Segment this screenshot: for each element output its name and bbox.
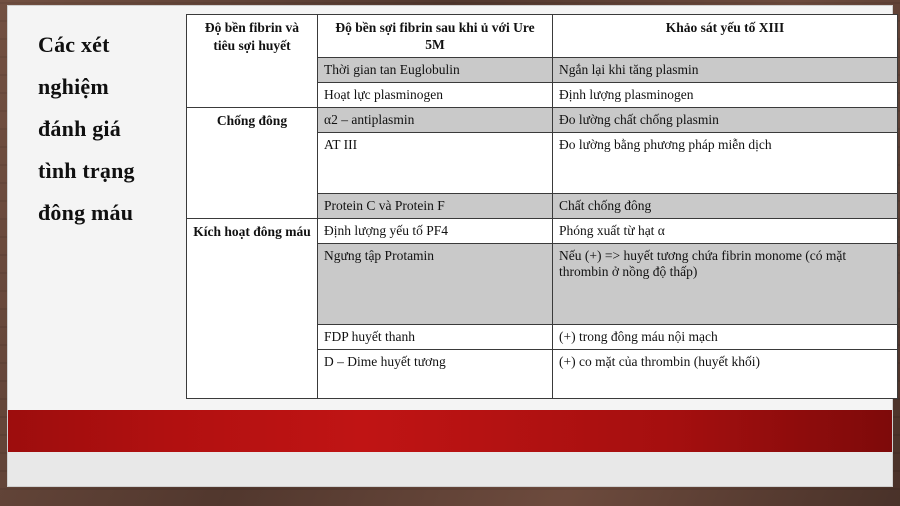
- table-header-row: [187, 15, 898, 58]
- column-header-fibrin-urea: Độ bền sợi fibrin sau khi ủ với Ure 5M: [318, 15, 553, 58]
- cell-test-name: Hoạt lực plasminogen: [318, 83, 553, 108]
- cell-test-name: Ngưng tập Protamin: [318, 244, 553, 325]
- cell-test-meaning: Ngắn lại khi tăng plasmin: [553, 58, 898, 83]
- cell-test-meaning: Định lượng plasminogen: [553, 83, 898, 108]
- slide-content-area: [8, 6, 892, 410]
- cell-test-name: D – Dime huyết tương: [318, 350, 553, 399]
- group-label-coagulation-activation: Kích hoạt đông máu: [187, 219, 318, 399]
- cell-test-name: Protein C và Protein F: [318, 194, 553, 219]
- cell-test-name: FDP huyết thanh: [318, 325, 553, 350]
- title-line-2: nghiệm: [38, 74, 109, 99]
- table-row: [187, 219, 898, 244]
- cell-test-name: Thời gian tan Euglobulin: [318, 58, 553, 83]
- column-header-factor-xiii: Khảo sát yếu tố XIII: [553, 15, 898, 58]
- title-line-5: đông máu: [38, 200, 134, 225]
- table-row: [187, 108, 898, 133]
- title-line-4: tình trạng: [38, 158, 135, 183]
- title-line-1: Các xét: [38, 32, 110, 57]
- cell-test-meaning: Phóng xuất từ hạt α: [553, 219, 898, 244]
- title-line-3: đánh giá: [38, 116, 121, 141]
- decorative-red-band: [8, 410, 892, 452]
- cell-test-name: α2 – antiplasmin: [318, 108, 553, 133]
- cell-test-meaning: Đo lường chất chống plasmin: [553, 108, 898, 133]
- cell-test-name: Định lượng yếu tố PF4: [318, 219, 553, 244]
- cell-test-meaning: Chất chống đông: [553, 194, 898, 219]
- group-label-anticoagulant: Chống đông: [187, 108, 318, 219]
- cell-test-meaning: Nếu (+) => huyết tương chứa fibrin monome (có mặt thrombin ở nồng độ thấp): [553, 244, 898, 325]
- cell-test-meaning: (+) co mặt của thrombin (huyết khối): [553, 350, 898, 399]
- cell-test-name: AT III: [318, 133, 553, 194]
- cell-test-meaning: Đo lường bằng phương pháp miễn dịch: [553, 133, 898, 194]
- cell-test-meaning: (+) trong đông máu nội mạch: [553, 325, 898, 350]
- page-title: [38, 24, 183, 234]
- slide-canvas: [8, 6, 892, 486]
- coagulation-tests-table: [186, 14, 898, 399]
- group-label-fibrin-stability: Độ bền fibrin và tiêu sợi huyết: [187, 15, 318, 108]
- decorative-grey-band: [8, 452, 892, 486]
